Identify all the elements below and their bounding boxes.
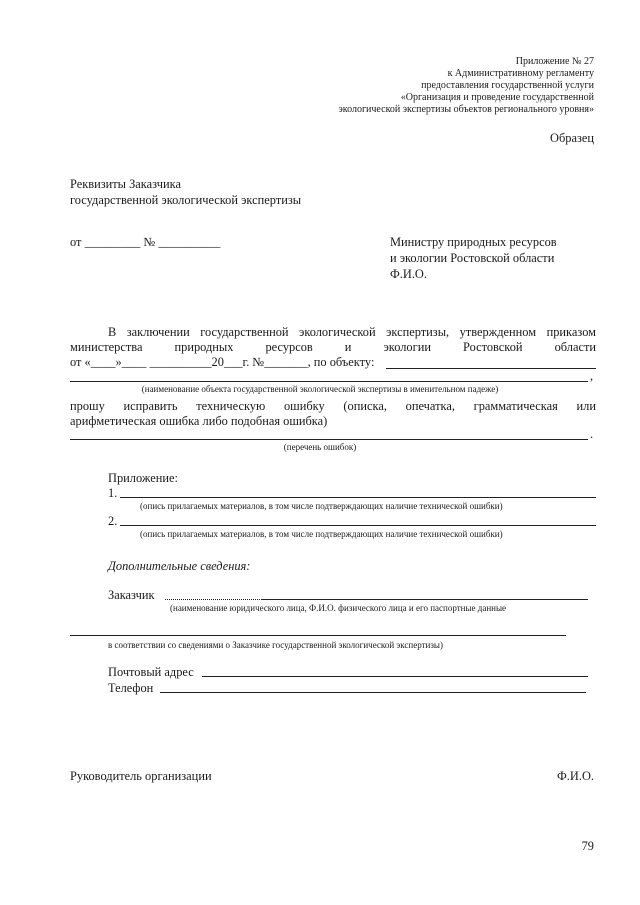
requisites: [70, 176, 301, 208]
errors-list-field[interactable]: [70, 439, 588, 440]
header-line: к Административному регламенту: [447, 68, 594, 79]
header-line: «Организация и проведение государственной: [400, 92, 594, 103]
body-line-1: В заключении государственной экологической экспертизы, утвержденном приказом: [108, 325, 596, 339]
reference-line: [70, 234, 220, 250]
end-comma: ,: [590, 369, 594, 383]
from-label: от: [70, 235, 82, 249]
object-name-field-continued[interactable]: [70, 381, 588, 382]
page-number: 79: [581, 839, 594, 853]
addressee: [390, 234, 557, 282]
attachment-caption: (опись прилагаемых материалов, в том числе подтверждающих наличие технической ошибки): [140, 501, 503, 511]
number-field[interactable]: __________: [158, 235, 221, 249]
body-line-2: министерства природных ресурсов и экологии Ростовской области: [70, 340, 596, 354]
header-line: предоставления государственной услуги: [421, 80, 594, 91]
customer-field[interactable]: [262, 599, 588, 600]
object-name-field[interactable]: [386, 368, 596, 369]
number-label: №: [143, 235, 156, 249]
header-line: Приложение № 27: [515, 56, 594, 67]
sample-label: Образец: [550, 131, 594, 145]
caption-errors: (перечень ошибок): [283, 442, 357, 452]
customer-field-continued[interactable]: [70, 635, 566, 636]
addressee-line: Ф.И.О.: [390, 267, 427, 281]
customer-label: Заказчик: [108, 588, 155, 602]
end-dot: .: [590, 427, 594, 441]
customer-caption-1: (наименование юридического лица, Ф.И.О. физического лица и его паспортные данные: [170, 603, 507, 613]
body-line-4: прошу исправить техническую ошибку (описка, опечатка, грамматическая или: [70, 399, 596, 413]
postal-address-field[interactable]: [202, 676, 588, 677]
attachment-item-1-field[interactable]: [120, 497, 596, 498]
requisites-line: государственной экологической экспертизы: [70, 193, 302, 207]
appendix-header: [338, 56, 594, 116]
phone-field[interactable]: [160, 692, 586, 693]
body-line-3: от «____»____ __________20___г. №_______, по объекту:: [70, 355, 375, 369]
header-line: экологической экспертизы объектов регионального уровня»: [338, 104, 594, 115]
body-line-5: арифметическая ошибка либо подобная ошибка): [70, 414, 328, 428]
head-of-organization-label: Руководитель организации: [70, 769, 212, 783]
addressee-line: Министру природных ресурсов: [390, 235, 557, 249]
attachments-title: Приложение:: [108, 471, 178, 485]
addressee-line: и экологии Ростовской области: [390, 251, 555, 265]
attachment-item-2-number: 2.: [108, 514, 118, 528]
head-fio-label: Ф.И.О.: [557, 769, 594, 783]
customer-caption-2: в соответствии со сведениями о Заказчике государственной экологической экспертизы): [108, 640, 443, 650]
attachment-caption: (опись прилагаемых материалов, в том числе подтверждающих наличие технической ошибки): [140, 529, 503, 539]
attachment-item-1-number: 1.: [108, 486, 118, 500]
additional-info-label: Дополнительные сведения:: [108, 559, 251, 573]
postal-address-label: Почтовый адрес: [108, 665, 194, 679]
phone-label: Телефон: [108, 681, 154, 695]
requisites-line: Реквизиты Заказчика: [70, 177, 181, 191]
from-date-field[interactable]: _________: [84, 235, 141, 249]
caption-object: (наименование объекта государственной экологической экспертизы в именительном падеже): [141, 384, 499, 394]
attachment-item-2-field[interactable]: [120, 525, 596, 526]
